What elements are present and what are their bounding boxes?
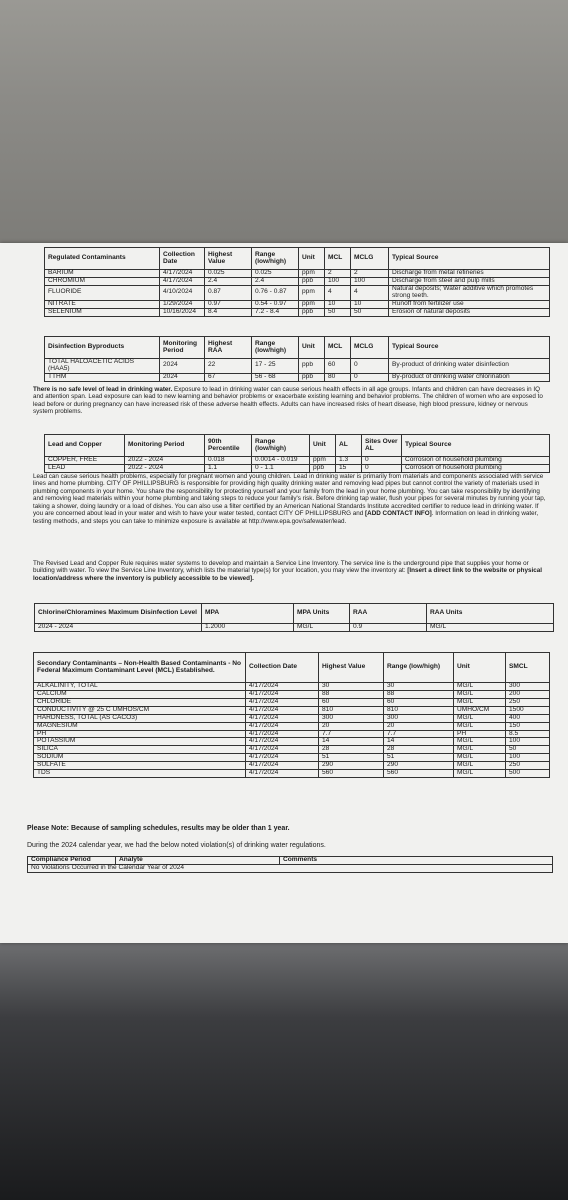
table-cell: NITRATE [45,300,160,308]
table-cell: 0.76 - 0.87 [252,285,299,300]
table-cell: 15 [336,464,362,472]
column-header: Unit [454,653,506,683]
table-cell: By-product of drinking water chlorination [389,373,550,381]
table-cell: 100 [351,277,389,285]
table-cell: 500 [506,770,550,778]
table-cell: 4/17/2024 [246,746,319,754]
column-header: MCL [325,337,351,359]
lead-safety-bold: There is no safe level of lead in drinking water. [33,386,173,393]
table-row [28,864,553,872]
table-cell: ppm [310,457,336,465]
regulated-header-row [45,248,550,270]
table-cell: 4/17/2024 [246,730,319,738]
table-cell: 28 [319,746,384,754]
lead-safety-text: Exposure to lead in drinking water can cause serious health effects in all age groups. Infants and children can have decreases in IQ and attention span. Lead exposure can lead to new learning and behavior problems or exacerbate existing learning and behavior problems. The children of women who are exposed to lead before or during pregnancy can have increased risk of these adverse health effects. Adults can have increased risks of heart disease, high blood pressure, kidney or nervous system problems. [33,386,543,416]
column-header: Regulated Contaminants [45,248,160,270]
violations-table [27,856,553,873]
table-cell: 88 [319,690,384,698]
table-cell: 1/29/2024 [160,300,205,308]
column-header: Unit [310,435,336,457]
column-header: Monitoring Period [125,435,205,457]
column-header: MCL [325,248,351,270]
lead-health-text-2: . Information on lead in drinking water, testing methods, and steps you can take to minimize exposure is available at http://www.epa.gov/safewater/lead. [33,510,539,525]
table-cell: ppm [299,285,325,300]
table-cell: ppb [299,308,325,316]
column-header: MPA [202,604,294,624]
column-header: Typical Source [402,435,550,457]
lead-health-text-1: Lead can cause serious health problems, especially for pregnant women and young children. Lead in drinking water is primarily from materials and components associated with service lines and home plumbing. CITY OF PHILLIPSBURG is responsible for providing high quality drinking water and removing lead pipes but cannot control the variety of materials used in plumbing components in your home. You share the responsibility for protecting yourself and your family from the lead in your home plumbing. You can take responsibility by identifying and removing lead materials within your home plumbing and taking steps to reduce your family's risk. Before drinking tap water, flush your pipes for several minutes by running your tap, taking a shower, doing laundry or a load of dishes. You can also use a filter certified by an American National Standards Institute accredited certifier to reduce lead in drinking water. If you are concerned about lead in your water and wish to have your water tested, contact CITY OF PHILLIPSBURG and [33,473,546,518]
table-cell: 0 - 1.1 [252,464,310,472]
table-cell: 50 [351,308,389,316]
table-cell: 7.7 [319,730,384,738]
table-cell: MG/L [294,624,350,632]
column-header: Disinfection Byproducts [45,337,160,359]
table-cell: 1.1 [205,464,252,472]
table-row [34,706,550,714]
table-cell: 2022 - 2024 [125,464,205,472]
column-header: Analyte [116,857,280,865]
lead-health-paragraph [33,473,549,525]
table-cell: MG/L [454,746,506,754]
table-cell: 290 [384,762,454,770]
table-cell: POTASSIUM [34,738,246,746]
column-header: SMCL [506,653,550,683]
column-header: Compliance Period [28,857,116,865]
table-cell: Corrosion of household plumbing [402,464,550,472]
table-cell: 60 [384,698,454,706]
table-cell: 2.4 [205,277,252,285]
column-header: Range (low/high) [252,337,299,359]
column-header: Unit [299,337,325,359]
table-cell: 28 [384,746,454,754]
table-row [45,300,550,308]
table-cell: 250 [506,762,550,770]
table-cell: 88 [384,690,454,698]
table-cell: 290 [319,762,384,770]
table-cell: Erosion of natural deposits [389,308,550,316]
table-cell: 4/17/2024 [246,722,319,730]
table-cell: By-product of drinking water disinfection [389,359,550,374]
table-cell: LEAD [45,464,125,472]
table-cell: 7.2 - 8.4 [252,308,299,316]
column-header: RAA Units [427,604,554,624]
lead-copper-table [44,434,550,473]
column-header: Collection Date [246,653,319,683]
table-cell: 810 [384,706,454,714]
table-row [45,373,550,381]
background-wall [0,0,568,245]
table-cell: 0 [351,359,389,374]
contact-info-placeholder: [ADD CONTACT INFO] [365,510,432,518]
table-cell: 10 [351,300,389,308]
secondary-contaminants-table [33,652,550,778]
table-cell: 0 [362,464,402,472]
column-header: MPA Units [294,604,350,624]
inventory-link-placeholder: [Insert a direct link to the website or physical location/address where the inventory is publicly accessible to be viewed]. [33,567,542,582]
table-cell: 250 [506,698,550,706]
column-header: 90th Percentile [205,435,252,457]
column-header: RAA [350,604,427,624]
table-cell: Discharge from steel and pulp mills [389,277,550,285]
table-cell: 0 [362,457,402,465]
table-cell: ppm [299,270,325,278]
table-cell: 60 [325,359,351,374]
table-cell: MG/L [454,690,506,698]
table-cell: 14 [319,738,384,746]
column-header: Collection Date [160,248,205,270]
service-line-paragraph [33,560,549,582]
table-cell: 0.54 - 0.97 [252,300,299,308]
table-cell: PH [454,730,506,738]
table-cell: 17 - 25 [252,359,299,374]
disinfection-byproducts-table [44,336,550,382]
table-cell: MG/L [454,762,506,770]
table-cell: 50 [325,308,351,316]
please-note: Please Note: Because of sampling schedules, results may be older than 1 year. [27,825,290,832]
table-cell: Discharge from metal refineries [389,270,550,278]
chlorine-header-row [35,604,554,624]
table-cell: Corrosion of household plumbing [402,457,550,465]
table-cell: 2024 [160,359,205,374]
column-header: Secondary Contaminants – Non-Health Based Contaminants - No Federal Maximum Contaminant Level (MCL) Established. [34,653,246,683]
table-cell: 4/17/2024 [246,690,319,698]
table-row [35,624,554,632]
table-cell: PH [34,730,246,738]
table-cell: 300 [384,714,454,722]
table-cell: 4/17/2024 [160,277,205,285]
column-header: Lead and Copper [45,435,125,457]
table-cell: 20 [384,722,454,730]
table-cell: ALKALINITY, TOTAL [34,683,246,691]
table-cell: 1500 [506,706,550,714]
table-cell: 4/17/2024 [246,698,319,706]
lead-copper-header-row [45,435,550,457]
table-cell: 200 [506,690,550,698]
table-row [45,308,550,316]
table-cell: SODIUM [34,754,246,762]
column-header: Chlorine/Chloramines Maximum Disinfection Level [35,604,202,624]
table-cell: 4/17/2024 [246,770,319,778]
table-cell: Natural deposits; Water additive which promotes strong teeth. [389,285,550,300]
table-cell: CHROMIUM [45,277,160,285]
table-cell: 560 [319,770,384,778]
table-cell: 2 [351,270,389,278]
table-cell: ppb [299,359,325,374]
lead-safety-paragraph [33,386,549,416]
table-cell: SILICA [34,746,246,754]
table-cell: 560 [384,770,454,778]
column-header: AL [336,435,362,457]
table-cell: 100 [506,738,550,746]
table-cell: UMHO/CM [454,706,506,714]
table-cell: 20 [319,722,384,730]
table-cell: 4/17/2024 [246,738,319,746]
table-cell: 0 [351,373,389,381]
column-header: Highest Value [205,248,252,270]
table-cell: 67 [205,373,252,381]
secondary-header-row [34,653,550,683]
table-row [34,770,550,778]
table-cell: 4/17/2024 [246,706,319,714]
column-header: Highest RAA [205,337,252,359]
water-quality-report-page [0,243,568,943]
table-cell: Runoff from fertilizer use [389,300,550,308]
table-cell: FLUORIDE [45,285,160,300]
table-cell: 0.018 [205,457,252,465]
table-cell: CHLORIDE [34,698,246,706]
table-cell: MG/L [454,683,506,691]
table-cell: 4/17/2024 [246,714,319,722]
column-header: Sites Over AL [362,435,402,457]
table-cell: 100 [506,754,550,762]
table-cell: 14 [384,738,454,746]
table-cell: 30 [384,683,454,691]
table-cell: 51 [384,754,454,762]
background-floor [0,940,568,1200]
table-cell: 51 [319,754,384,762]
service-line-text: The Revised Lead and Copper Rule requires water systems to develop and maintain a Service Line Inventory. The service line is the underground pipe that supplies your home or building with water. To view the Service Line Inventory, which lists the material type(s) for your location, you may view the inventory at: [33,560,529,575]
column-header: Comments [280,857,553,865]
table-cell: 1.3 [336,457,362,465]
table-cell: 4/17/2024 [246,762,319,770]
table-cell: 2.4 [252,277,299,285]
table-cell: 0.0014 - 0.019 [252,457,310,465]
table-cell: SELENIUM [45,308,160,316]
table-cell: 150 [506,722,550,730]
table-cell: MAGNESIUM [34,722,246,730]
table-cell: MG/L [454,714,506,722]
table-cell: CONDUCTIVITY @ 25 C UMHOS/CM [34,706,246,714]
table-cell: 0.87 [205,285,252,300]
table-cell: 10/16/2024 [160,308,205,316]
column-header: MCLG [351,337,389,359]
table-cell: 0.97 [205,300,252,308]
table-row [34,714,550,722]
table-cell: 100 [325,277,351,285]
chlorine-table [34,603,554,632]
column-header: Range (low/high) [252,248,299,270]
table-cell: 50 [506,746,550,754]
table-cell: 80 [325,373,351,381]
table-cell: COPPER, FREE [45,457,125,465]
column-header: MCLG [351,248,389,270]
table-cell: 0.025 [205,270,252,278]
table-cell: 300 [319,714,384,722]
table-row [45,359,550,374]
column-header: Typical Source [389,337,550,359]
table-cell: 30 [319,683,384,691]
table-cell: ppm [299,300,325,308]
table-cell: 4/17/2024 [246,754,319,762]
table-cell: 8.4 [205,308,252,316]
table-row [34,722,550,730]
violations-intro: During the 2024 calendar year, we had the below noted violation(s) of drinking water regulations. [27,842,326,849]
table-cell: 0.025 [252,270,299,278]
table-cell: 4/17/2024 [160,270,205,278]
table-cell: MG/L [454,698,506,706]
table-cell: 4 [351,285,389,300]
column-header: Highest Value [319,653,384,683]
table-cell: 810 [319,706,384,714]
table-cell: 4/17/2024 [246,683,319,691]
table-cell: 2024 - 2024 [35,624,202,632]
table-cell: MG/L [454,738,506,746]
table-cell: ppb [299,373,325,381]
table-cell: 400 [506,714,550,722]
table-cell: 56 - 68 [252,373,299,381]
table-cell: 60 [319,698,384,706]
table-cell: No Violations Occurred in the Calendar Year of 2024 [28,864,553,872]
table-cell: 2024 [160,373,205,381]
table-row [45,464,550,472]
table-cell: MG/L [454,754,506,762]
table-cell: ppb [310,464,336,472]
table-cell: BARIUM [45,270,160,278]
table-cell: MG/L [454,722,506,730]
table-cell: 10 [325,300,351,308]
table-cell: 1.2000 [202,624,294,632]
table-cell: 7.7 [384,730,454,738]
table-cell: 22 [205,359,252,374]
column-header: Typical Source [389,248,550,270]
table-cell: MG/L [427,624,554,632]
table-cell: ppb [299,277,325,285]
column-header: Range (low/high) [252,435,310,457]
table-row [45,285,550,300]
table-cell: CALCIUM [34,690,246,698]
table-cell: 300 [506,683,550,691]
column-header: Unit [299,248,325,270]
table-cell: 2 [325,270,351,278]
regulated-contaminants-table [44,247,550,317]
table-cell: 8.5 [506,730,550,738]
column-header: Monitoring Period [160,337,205,359]
column-header: Range (low/high) [384,653,454,683]
table-cell: TOTAL HALOACETIC ACIDS (HAA5) [45,359,160,374]
table-cell: HARDNESS, TOTAL (AS CACO3) [34,714,246,722]
table-cell: 2022 - 2024 [125,457,205,465]
table-cell: TDS [34,770,246,778]
table-cell: TTHM [45,373,160,381]
disinfection-header-row [45,337,550,359]
table-cell: 4 [325,285,351,300]
table-cell: SULFATE [34,762,246,770]
table-cell: 0.9 [350,624,427,632]
table-cell: 4/10/2024 [160,285,205,300]
table-cell: MG/L [454,770,506,778]
